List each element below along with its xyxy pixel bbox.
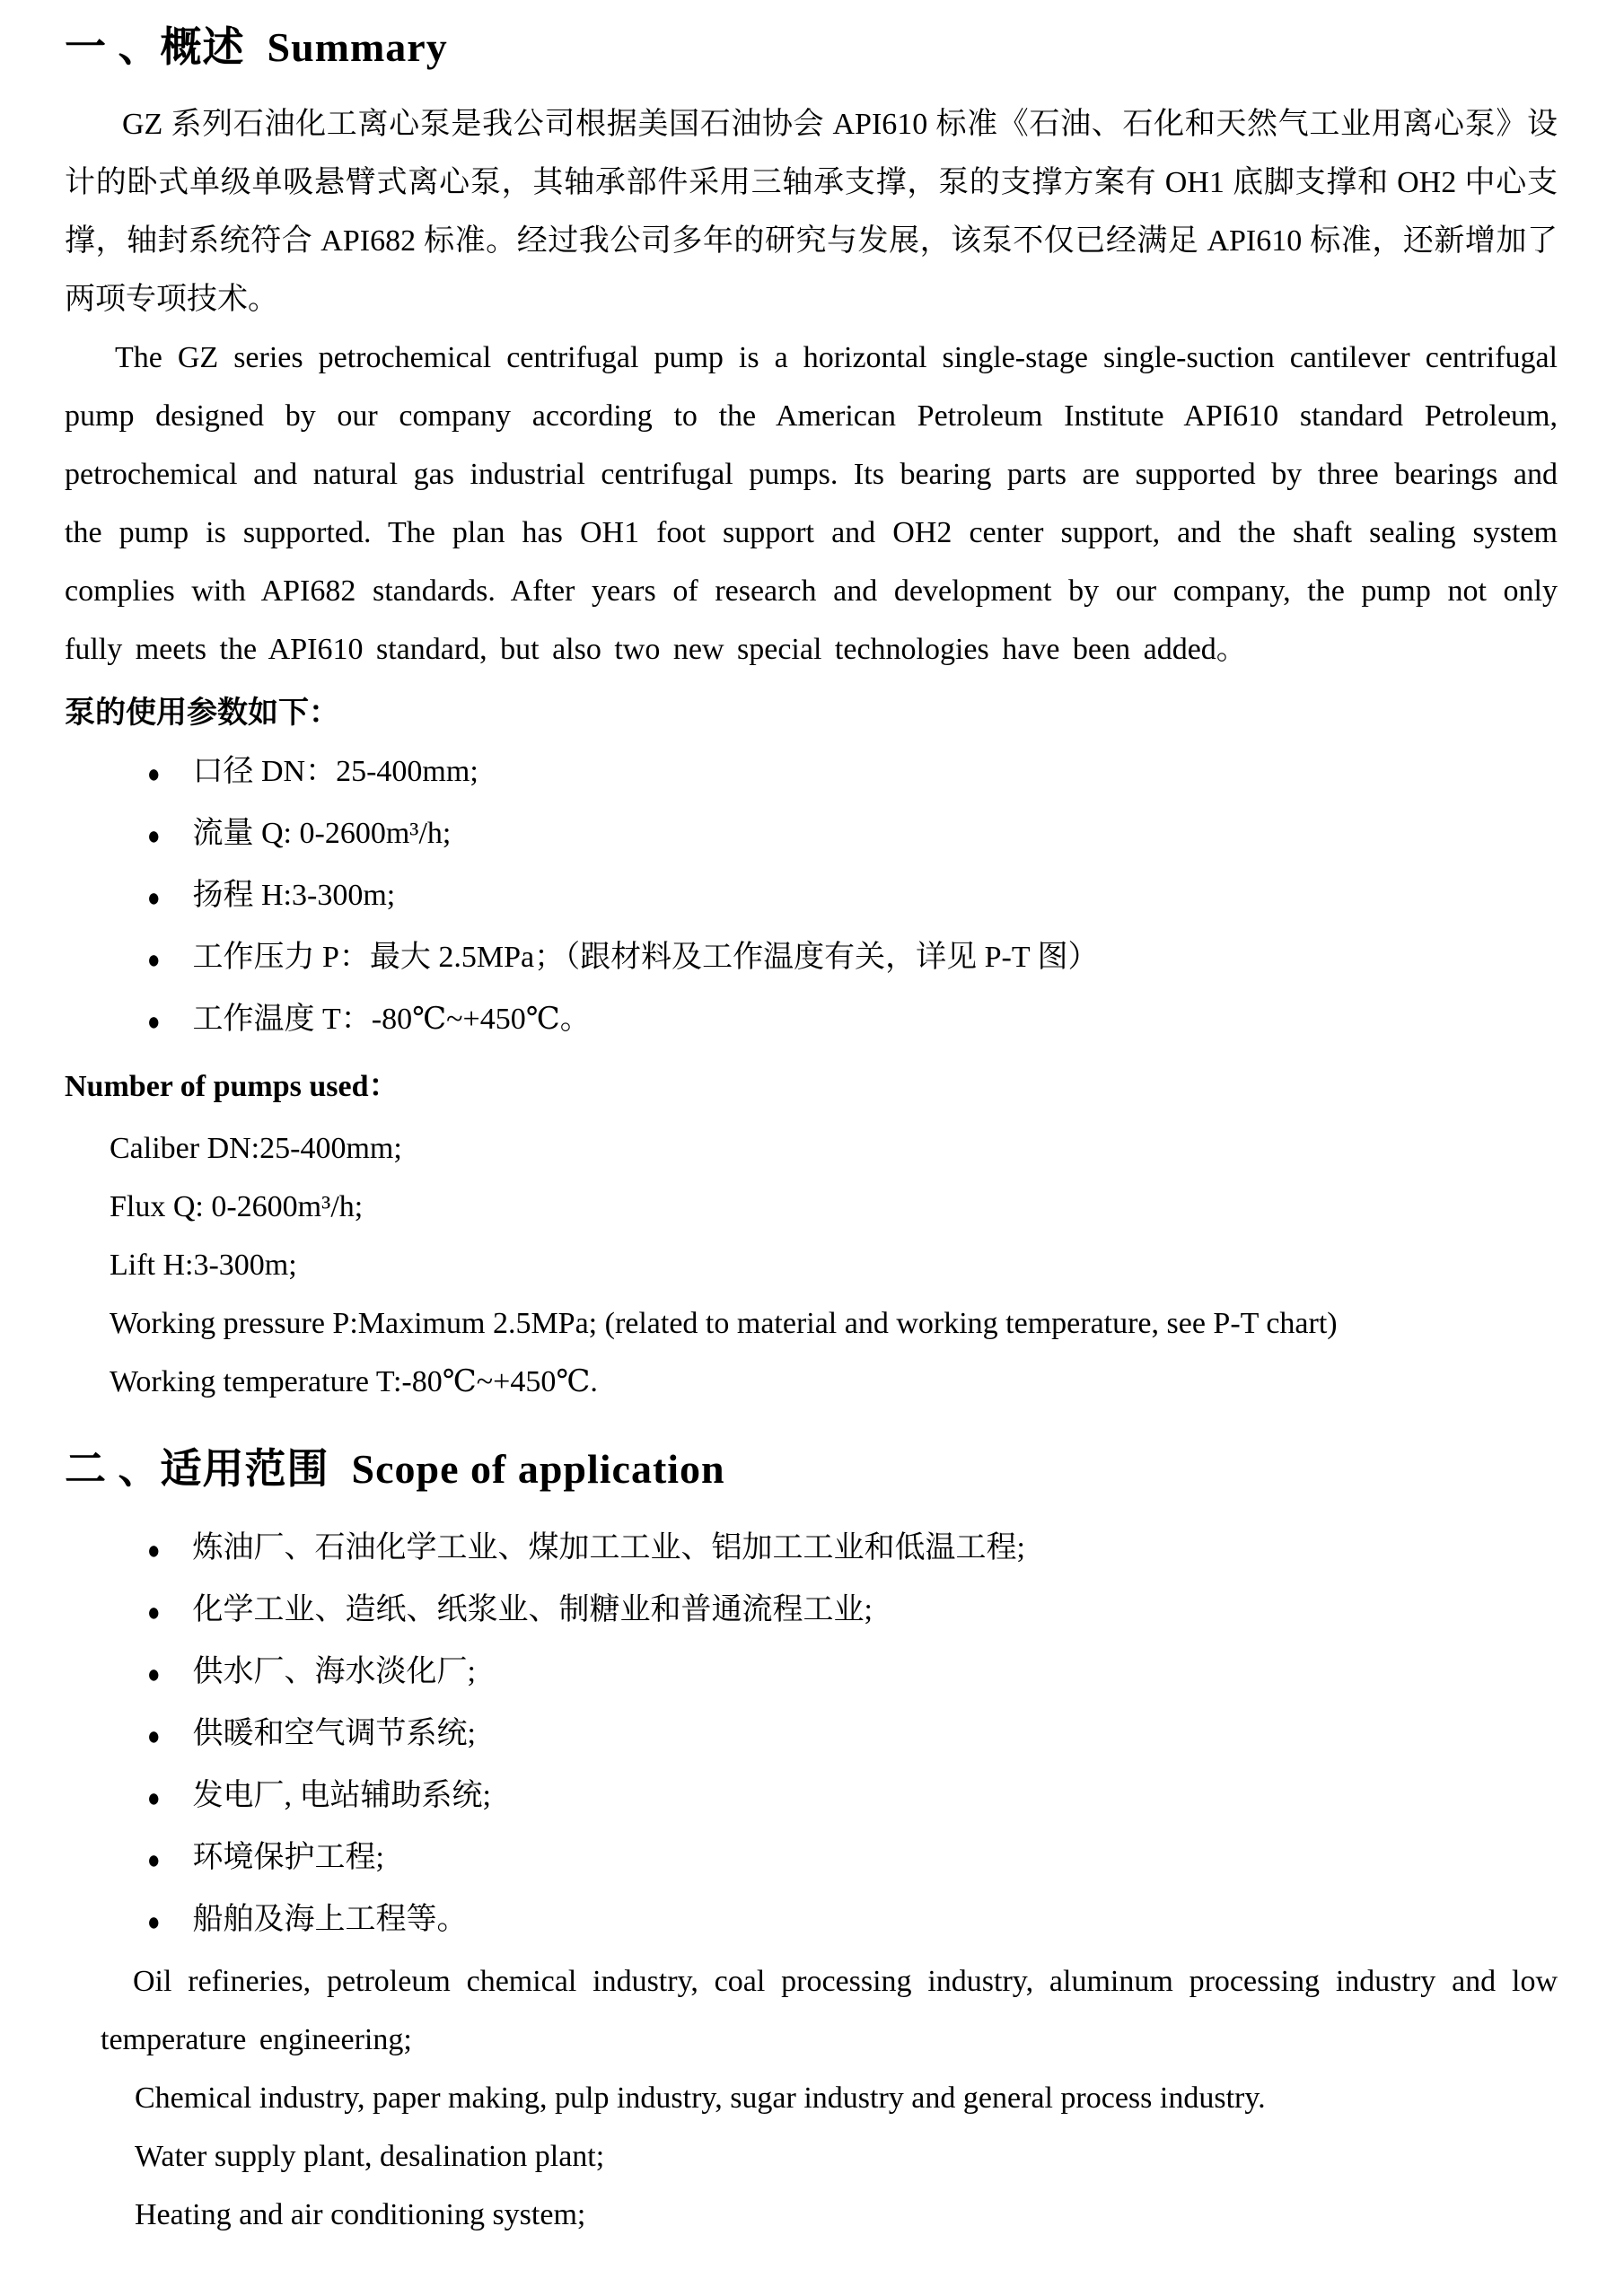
bullet-icon: ● [147, 946, 161, 975]
list-item-text: 扬程 H:3-300m; [192, 879, 396, 912]
list-item [147, 1766, 1558, 1828]
param-line: Working temperature T:-80℃~+450℃. [110, 1365, 598, 1398]
section2-heading: 二 、适用范围 Scope of application [65, 1446, 725, 1492]
section1-heading: 一 、概述 Summary [65, 24, 448, 70]
param-line: Working pressure P:Maximum 2.5MPa; (related to material and working temperature, see P-T chart) [110, 1307, 1338, 1340]
scope-list-zh [65, 1519, 1558, 1952]
bullet-icon: ● [147, 1008, 161, 1037]
scope-paragraph-en: Water supply plant, desalination plant; [135, 2140, 605, 2173]
list-item-text: 工作温度 T：-80℃~+450℃。 [192, 1003, 591, 1036]
params-label-zh: 泵的使用参数如下： [65, 697, 339, 730]
list-item [147, 1519, 1558, 1581]
list-item-text: 发电厂, 电站辅助系统; [192, 1779, 491, 1812]
params-list-en [65, 1119, 1558, 1411]
bullet-icon: ● [147, 1599, 161, 1627]
param-line: Caliber DN:25-400mm; [110, 1132, 402, 1165]
list-item-text: 化学工业、造纸、纸浆业、制糖业和普通流程工业; [192, 1593, 873, 1626]
list-item-text: 流量 Q: 0-2600m³/h; [192, 817, 452, 850]
bullet-icon: ● [147, 1537, 161, 1565]
scope-paragraph-en: Heating and air conditioning system; [135, 2198, 586, 2231]
params-list-zh [65, 742, 1558, 1052]
scope-paragraph-en: Chemical industry, paper making, pulp industry, sugar industry and general process industry. [135, 2081, 1266, 2115]
params-label-en: Number of pumps used： [65, 1070, 399, 1103]
list-item-text: 工作压力 P：最大 2.5MPa；（跟材料及工作温度有关，详见 P-T 图） [192, 941, 1099, 974]
list-item-text: 供暖和空气调节系统; [192, 1717, 476, 1750]
bullet-icon: ● [147, 1784, 161, 1813]
list-item [147, 1643, 1558, 1704]
summary-paragraph-zh: GZ 系列石油化工离心泵是我公司根据美国石油协会 API610 标准《石油、石化和天然气工业用离心泵》设计的卧式单级单吸悬臂式离心泵，其轴承部件采用三轴承支撑，泵的支撑方案有 OH1 底脚支撑和 OH2 中心支撑，轴封系统符合 API682 标准。经过我公司多年的研究与发展，该泵不仅已经满足 API610 标准，还新增加了两项专项技术。 [65, 108, 1558, 316]
list-item-text: 船舶及海上工程等。 [192, 1903, 468, 1936]
list-item [147, 1704, 1558, 1766]
list-item [147, 866, 1558, 928]
bullet-icon: ● [147, 1722, 161, 1751]
list-item [147, 1890, 1558, 1952]
bullet-icon: ● [147, 1846, 161, 1875]
list-item-text: 炼油厂、石油化学工业、煤加工工业、铝加工工业和低温工程; [192, 1531, 1025, 1564]
list-item-text: 口径 DN：25-400mm; [192, 755, 478, 788]
bullet-icon: ● [147, 884, 161, 913]
list-item [147, 804, 1558, 866]
scope-paragraph-en: Oil refineries, petroleum chemical industry, coal processing industry, aluminum processing industry and low temperature engineering; [101, 1965, 1558, 2056]
list-item-text: 环境保护工程; [192, 1841, 384, 1874]
bullet-icon: ● [147, 822, 161, 851]
param-line: Lift H:3-300m; [110, 1249, 297, 1282]
list-item [147, 990, 1558, 1052]
bullet-icon: ● [147, 760, 161, 789]
list-item [147, 1581, 1558, 1643]
summary-paragraph-en: The GZ series petrochemical centrifugal pump is a horizontal single-stage single-suction cantilever centrifugal pump designed by our company according to the American Petroleum Institute API610 standard Petroleum, petrochemical and natural gas industrial centrifugal pumps. Its bearing parts are supported by three bearings and the pump is supported. The plan has OH1 foot support and OH2 center support, and the shaft sealing system complies with API682 standards. After years of research and development by our company, the pump not only fully meets the API610 standard, but also two new special technologies have been added。 [65, 341, 1558, 666]
list-item [147, 928, 1558, 990]
list-item [147, 742, 1558, 804]
list-item [147, 1828, 1558, 1890]
bullet-icon: ● [147, 1908, 161, 1937]
param-line: Flux Q: 0-2600m³/h; [110, 1190, 364, 1223]
bullet-icon: ● [147, 1661, 161, 1689]
list-item-text: 供水厂、海水淡化厂; [192, 1655, 476, 1688]
